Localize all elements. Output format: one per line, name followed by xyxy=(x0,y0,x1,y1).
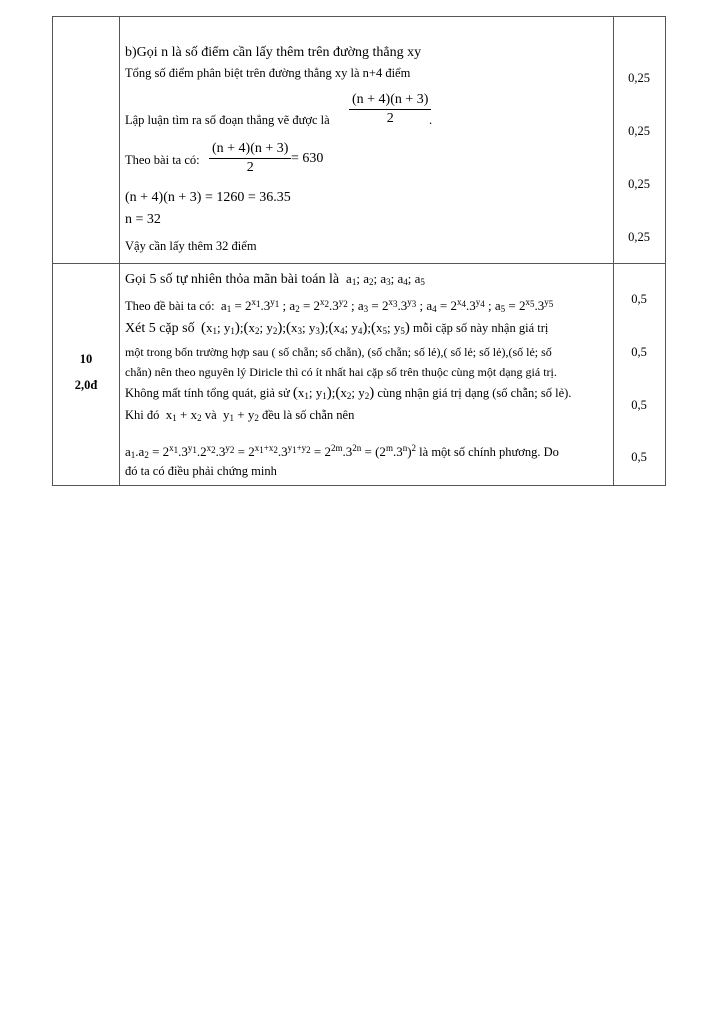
q10-line3-text: Xét 5 cặp số xyxy=(125,321,195,336)
fraction-segments xyxy=(349,91,431,128)
part-b-line4: (n + 4)(n + 3) = 1260 = 36.35 xyxy=(125,190,291,205)
score-b-1: 0,25 xyxy=(628,71,650,85)
q10-line8 xyxy=(125,441,559,463)
fraction-denominator: 2 xyxy=(246,160,254,175)
fraction-equation xyxy=(209,140,291,177)
q10-line6-end: cùng nhận giá trị dạng (số chẵn; số lẻ). xyxy=(377,386,572,400)
fraction-numerator: (n + 4)(n + 3) xyxy=(209,140,291,159)
q10-line7-start: Khi đó xyxy=(125,408,160,422)
col-divider-1 xyxy=(119,17,120,485)
score-b-4: 0,25 xyxy=(628,230,650,244)
q10-line8-math: $a_1.a_2 = 2^{x_1}.3^{y_1}.2^{x_2}.3^{y_2} = 2^{x_1+x_2}.3^{y_1+y_2} = 2^{2m}.3^{2n} = (2^m.3^n)^2$ xyxy=(125,443,417,460)
q10-line7-mid: và xyxy=(204,408,217,422)
score-10-2: 0,5 xyxy=(631,345,647,359)
col-divider-2 xyxy=(613,17,614,485)
q10-line6-start: Không mất tính tổng quát, giả sử xyxy=(125,386,290,400)
q10-line5: chẵn) nên theo nguyên lý Diricle thì có ít nhất hai cặp số trên thuộc cùng một dạng giá trị. xyxy=(125,365,557,379)
q10-line7 xyxy=(125,407,354,426)
part-b-line5: n = 32 xyxy=(125,212,161,227)
score-10-3: 0,5 xyxy=(631,398,647,412)
part-b-line6: Vậy cần lấy thêm 32 điểm xyxy=(125,239,257,253)
part-b-line1: Tổng số điểm phân biệt trên đường thẳng xy là n+4 điểm xyxy=(125,66,411,80)
fraction-denominator: 2 xyxy=(386,111,394,126)
q10-line3-math: ($x_1$; $y_1);(x_2$; $y_2);(x_3$; $y_3);(x_4$; $y_4);(x_5$; $y_5$) xyxy=(200,320,410,336)
q10-line1 xyxy=(125,271,425,290)
q10-line9: đó ta có điều phải chứng minh xyxy=(125,464,277,478)
q10-line1-text: Gọi 5 số tự nhiên thỏa mãn bài toán là xyxy=(125,272,340,287)
part-b-line2-text: Lập luận tìm ra số đoạn thẳng vẽ được là xyxy=(125,113,330,127)
q10-line8-end: là một số chính phương. Do xyxy=(419,445,559,459)
fraction-numerator: (n + 4)(n + 3) xyxy=(349,91,431,110)
q10-line7-end: đều là số chẵn nên xyxy=(262,408,355,422)
q10-line2 xyxy=(125,295,553,317)
part-b-line3-rhs: = 630 xyxy=(291,151,324,166)
part-b-line3-text: Theo bài ta có: xyxy=(125,153,200,167)
score-b-3: 0,25 xyxy=(628,177,650,191)
q10-line7-math-a: $x_1 + x_2$ xyxy=(162,407,202,423)
answer-table xyxy=(52,16,666,486)
score-10-4: 0,5 xyxy=(631,450,647,464)
part-b-line2-end: . xyxy=(429,113,433,127)
score-b-2: 0,25 xyxy=(628,124,650,138)
q10-line1-math: $a_1$; $a_2$; $a_3$; $a_4$; $a_5$ xyxy=(346,271,425,287)
q10-line2-text: Theo đề bài ta có: xyxy=(125,299,215,313)
part-b-heading: b)Gọi n là số điểm cần lấy thêm trên đường thẳng xy xyxy=(125,45,422,60)
question-points: 2,0đ xyxy=(74,378,98,392)
score-10-1: 0,5 xyxy=(631,292,647,306)
q10-line2-math: $a_1 = 2^{x_1}.3^{y_1}$ ; $a_2 = 2^{x_2}.3^{y_2}$ ; $a_3 = 2^{x_3}.3^{y_3}$ ; $a_4 = 2^{x_4}.3^{y_4}$ ; $a_5 = 2^{x_5}.3^{y_5}$ xyxy=(217,297,554,314)
question-number: 10 xyxy=(79,352,93,366)
q10-line7-math-b: $y_1 + y_2$ xyxy=(219,407,259,423)
q10-line4: một trong bốn trường hợp sau ( số chẵn; số chẵn), (số chẵn; số lẻ),( số lẻ; số lẻ),(số lẻ; số xyxy=(125,345,552,359)
q10-line6 xyxy=(125,385,571,404)
q10-line3 xyxy=(125,320,548,339)
row-divider xyxy=(53,263,665,264)
q10-line6-math: ($x_1$; $y_1);(x_2$; $y_2$) xyxy=(292,385,375,401)
q10-line3-end: mỗi cặp số này nhận giá trị xyxy=(412,321,549,335)
